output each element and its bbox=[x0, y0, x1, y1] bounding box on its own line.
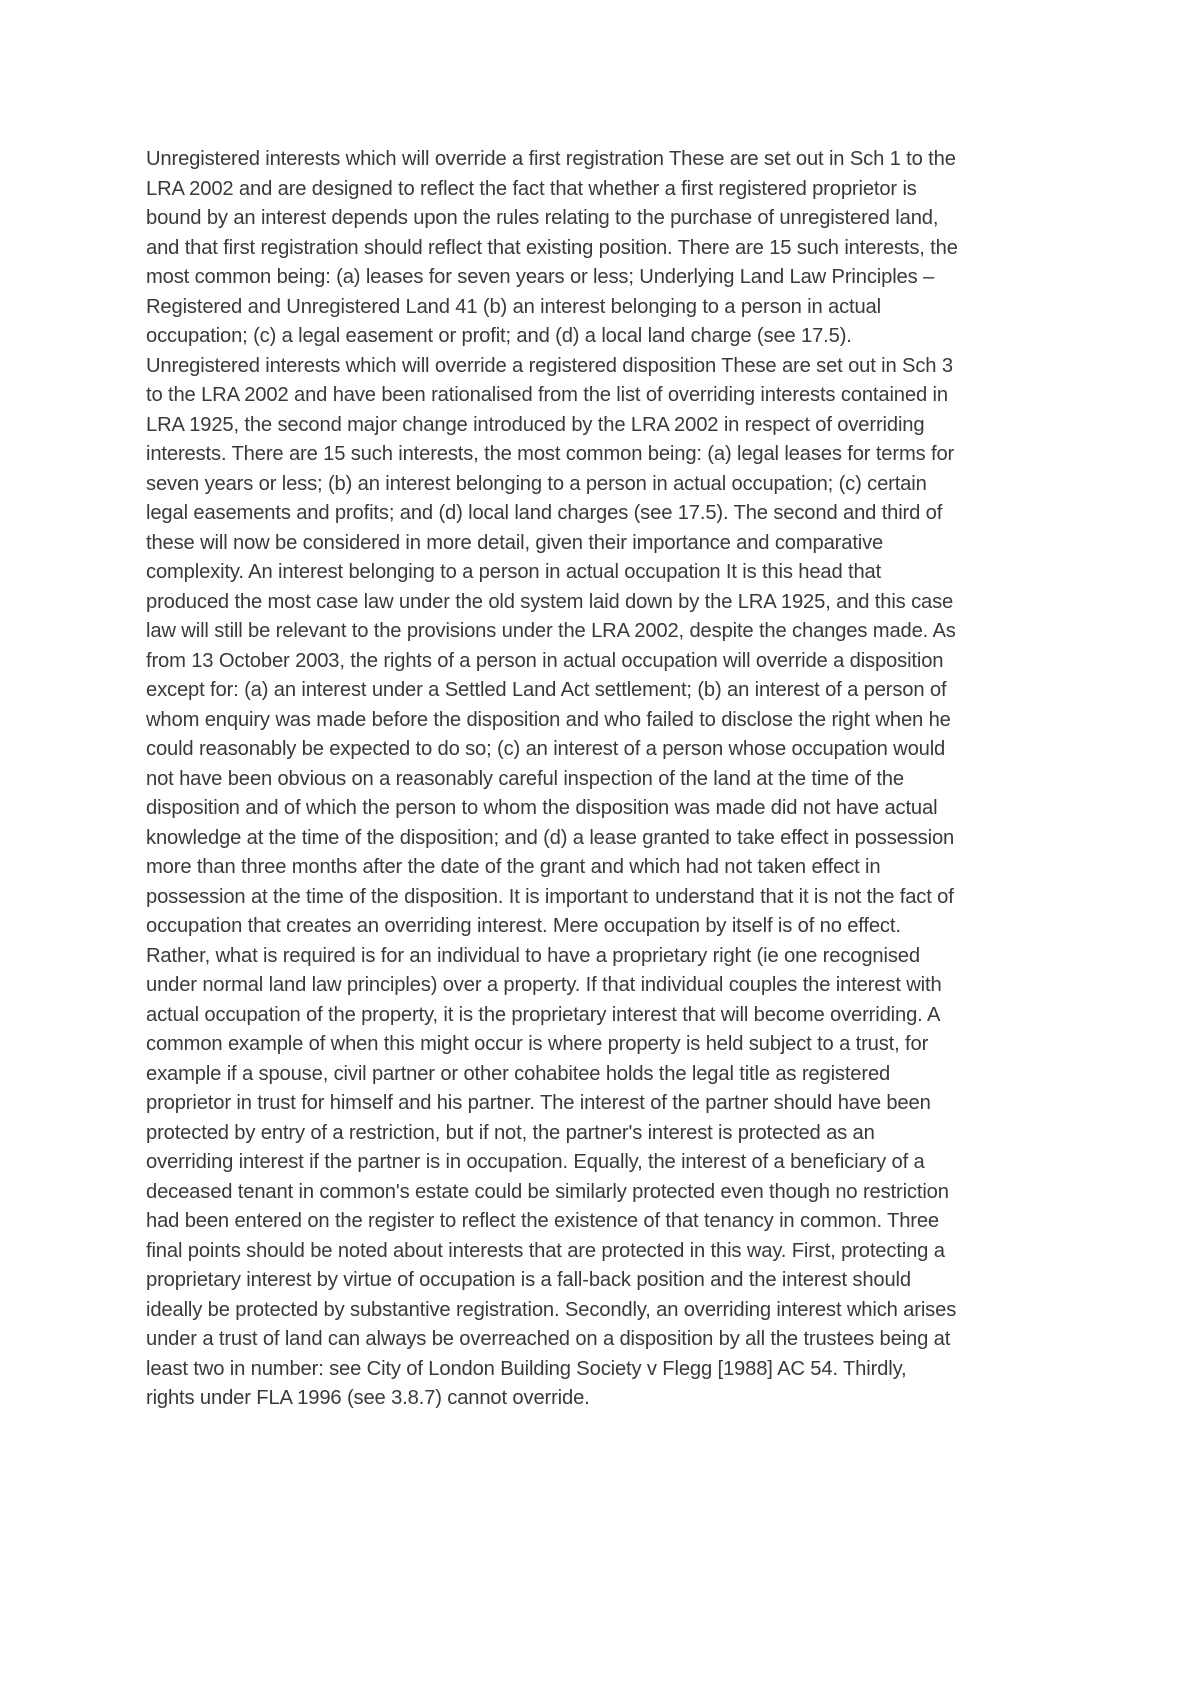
text-line: could reasonably be expected to do so; (c) an interest of a person whose occupation would bbox=[146, 738, 946, 760]
text-line: more than three months after the date of the grant and which had not taken effect in bbox=[146, 856, 881, 878]
text-line: bound by an interest depends upon the rules relating to the purchase of unregistered land, bbox=[146, 207, 939, 229]
text-line: under a trust of land can always be overreached on a disposition by all the trustees being at bbox=[146, 1328, 951, 1350]
text-line: disposition and of which the person to whom the disposition was made did not have actual bbox=[146, 797, 938, 819]
text-line: LRA 2002 and are designed to reflect the fact that whether a first registered proprietor is bbox=[146, 177, 917, 200]
text-line: final points should be noted about interests that are protected in this way. First, protecting a bbox=[146, 1239, 945, 1262]
text-line: except for: (a) an interest under a Settled Land Act settlement; (b) an interest of a person of bbox=[146, 679, 947, 701]
text-line: common example of when this might occur is where property is held subject to a trust, for bbox=[146, 1033, 929, 1055]
text-line: rights under FLA 1996 (see 3.8.7) cannot override. bbox=[146, 1387, 590, 1409]
text-line: LRA 1925, the second major change introduced by the LRA 2002 in respect of overriding bbox=[146, 413, 925, 436]
text-line: Unregistered interests which will override a first registration These are set out in Sch 1 to the bbox=[146, 148, 956, 170]
text-line: from 13 October 2003, the rights of a person in actual occupation will override a disposition bbox=[146, 649, 944, 672]
text-line: not have been obvious on a reasonably careful inspection of the land at the time of the bbox=[146, 767, 904, 790]
text-line: Unregistered interests which will override a registered disposition These are set out in Sch 3 bbox=[146, 354, 953, 377]
text-line: complexity. An interest belonging to a person in actual occupation It is this head that bbox=[146, 561, 882, 583]
text-line: most common being: (a) leases for seven years or less; Underlying Land Law Principles – bbox=[146, 266, 935, 288]
body-text bbox=[146, 145, 1066, 1414]
text-line: these will now be considered in more detail, given their importance and comparative bbox=[146, 531, 884, 554]
text-line: proprietary interest by virtue of occupation is a fall-back position and the interest should bbox=[146, 1269, 911, 1291]
text-line: had been entered on the register to reflect the existence of that tenancy in common. Three bbox=[146, 1210, 939, 1232]
text-line: produced the most case law under the old system laid down by the LRA 1925, and this case bbox=[146, 590, 954, 613]
text-line: seven years or less; (b) an interest belonging to a person in actual occupation; (c) certain bbox=[146, 472, 927, 495]
text-line: knowledge at the time of the disposition; and (d) a lease granted to take effect in possession bbox=[146, 826, 955, 849]
text-line: ideally be protected by substantive registration. Secondly, an overriding interest which arises bbox=[146, 1298, 957, 1321]
text-line: least two in number: see City of London Building Society v Flegg [1988] AC 54. Thirdly, bbox=[146, 1357, 907, 1380]
text-line: and that first registration should reflect that existing position. There are 15 such interests, the bbox=[146, 236, 958, 259]
text-line: occupation; (c) a legal easement or profit; and (d) a local land charge (see 17.5). bbox=[146, 325, 852, 347]
text-line: whom enquiry was made before the disposition and who failed to disclose the right when he bbox=[146, 708, 951, 731]
text-line: proprietor in trust for himself and his partner. The interest of the partner should have been bbox=[146, 1092, 931, 1114]
text-line: example if a spouse, civil partner or other cohabitee holds the legal title as registered bbox=[146, 1062, 891, 1085]
text-line: overriding interest if the partner is in occupation. Equally, the interest of a beneficiary of a bbox=[146, 1151, 925, 1173]
text-line: to the LRA 2002 and have been rationalised from the list of overriding interests contained in bbox=[146, 384, 948, 406]
text-line: legal easements and profits; and (d) local land charges (see 17.5). The second and third of bbox=[146, 502, 943, 524]
text-line: Registered and Unregistered Land 41 (b) an interest belonging to a person in actual bbox=[146, 295, 881, 318]
text-line: under normal land law principles) over a property. If that individual couples the interest with bbox=[146, 974, 942, 996]
text-line: protected by entry of a restriction, but if not, the partner's interest is protected as an bbox=[146, 1121, 875, 1144]
text-line: possession at the time of the disposition. It is important to understand that it is not the fact of bbox=[146, 885, 954, 908]
text-line: occupation that creates an overriding interest. Mere occupation by itself is of no effect. bbox=[146, 915, 901, 937]
text-line: interests. There are 15 such interests, the most common being: (a) legal leases for terms for bbox=[146, 443, 955, 465]
text-line: law will still be relevant to the provisions under the LRA 2002, despite the changes made. As bbox=[146, 620, 956, 642]
text-line: Rather, what is required is for an individual to have a proprietary right (ie one recognised bbox=[146, 944, 920, 967]
text-line: actual occupation of the property, it is the proprietary interest that will become overriding. A bbox=[146, 1003, 941, 1026]
text-line: deceased tenant in common's estate could be similarly protected even though no restriction bbox=[146, 1180, 949, 1203]
